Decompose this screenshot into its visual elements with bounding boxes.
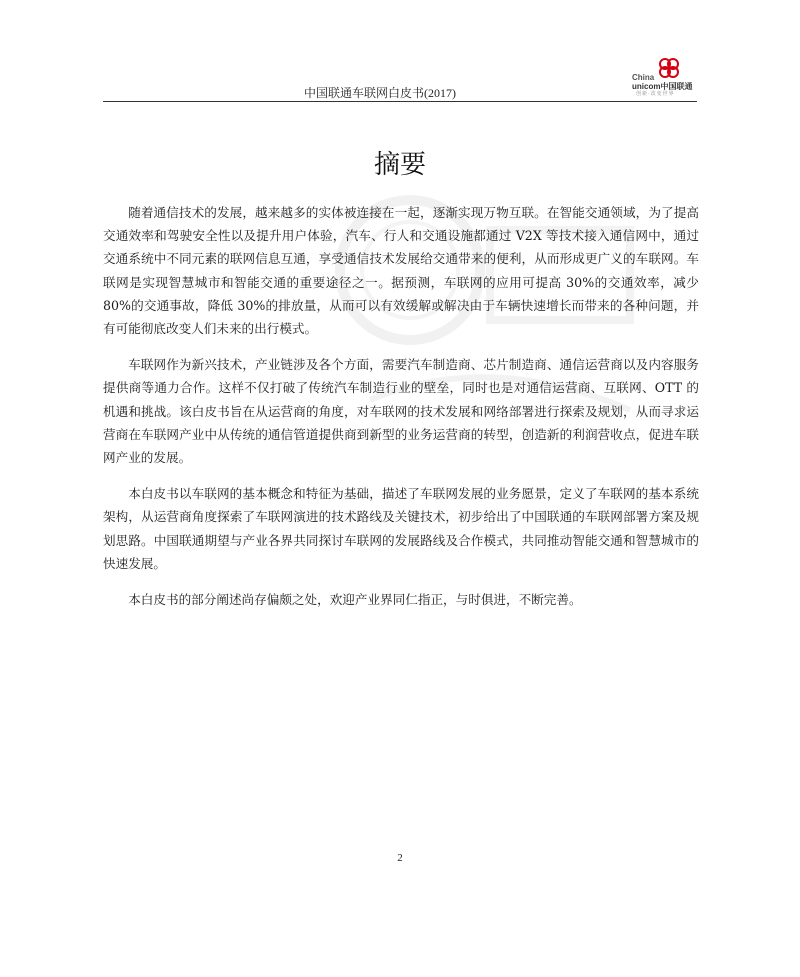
paragraph-4: 本白皮书的部分阐述尚存偏颇之处，欢迎产业界同仁指正，与时俱进，不断完善。 xyxy=(128,592,582,608)
paragraph-3: 本白皮书以车联网的基本概念和特征为基础，描述了车联网发展的业务愿景，定义了车联网的基本系统架构，从运营商角度探索了车联网演进的技术路线及关键技术，初步给出了中国联通的车联网部署方案及规划思路。中国联通期望与产业各界共同探讨车联网的发展路线及合作模式，共同推动智能交通和智慧城市的快速发展。 xyxy=(103,486,699,571)
paragraph-1: 随着通信技术的发展，越来越多的实体被连接在一起，逐渐实现万物互联。在智能交通领域，为了提高交通效率和驾驶安全性以及提升用户体验，汽车、行人和交通设施都通过 V2X 等技术接入通信网中，通过交通系统中不同元素的联网信息互通，享受通信技术发展给交通带来的便利，从而形成更广义的车联网。车联网是实现智慧城市和智能交通的重要途径之一。据预测，车联网的应用可提高 30%的交通效率，减少 80%的交通事故，降低 30%的排放量，从而可以有效缓解或解决由于车辆快速增长而带来的各种问题，并有可能彻底改变人们未来的出行模式。 xyxy=(103,205,699,337)
paragraph-2: 车联网作为新兴技术，产业链涉及各个方面，需要汽车制造商、芯片制造商、通信运营商以及内容服务提供商等通力合作。这样不仅打破了传统汽车制造行业的壁垒，同时也是对通信运营商、互联网、OTT 的机遇和挑战。该白皮书旨在从运营商的角度，对车联网的技术发展和网络部署进行探索及规划，从而寻求运营商在车联网产业中从传统的通信管道提供商到新型的业务运营商的转型，创造新的利润营收点，促进车联网产业的发展。 xyxy=(103,357,699,466)
page-number: 2 xyxy=(397,852,403,864)
logo-unicom-text: unicom中国联通 xyxy=(632,82,693,91)
logo-slogan-text: 创新·改变世界 xyxy=(636,91,675,97)
header-divider xyxy=(103,101,697,102)
page-title: 摘要 xyxy=(373,150,426,180)
logo-china-text: China xyxy=(632,73,655,82)
abstract-body xyxy=(103,201,699,624)
china-unicom-logo xyxy=(632,56,704,100)
header-title: 中国联通车联网白皮书(2017) xyxy=(304,86,456,100)
unicom-knot-icon xyxy=(656,56,682,80)
